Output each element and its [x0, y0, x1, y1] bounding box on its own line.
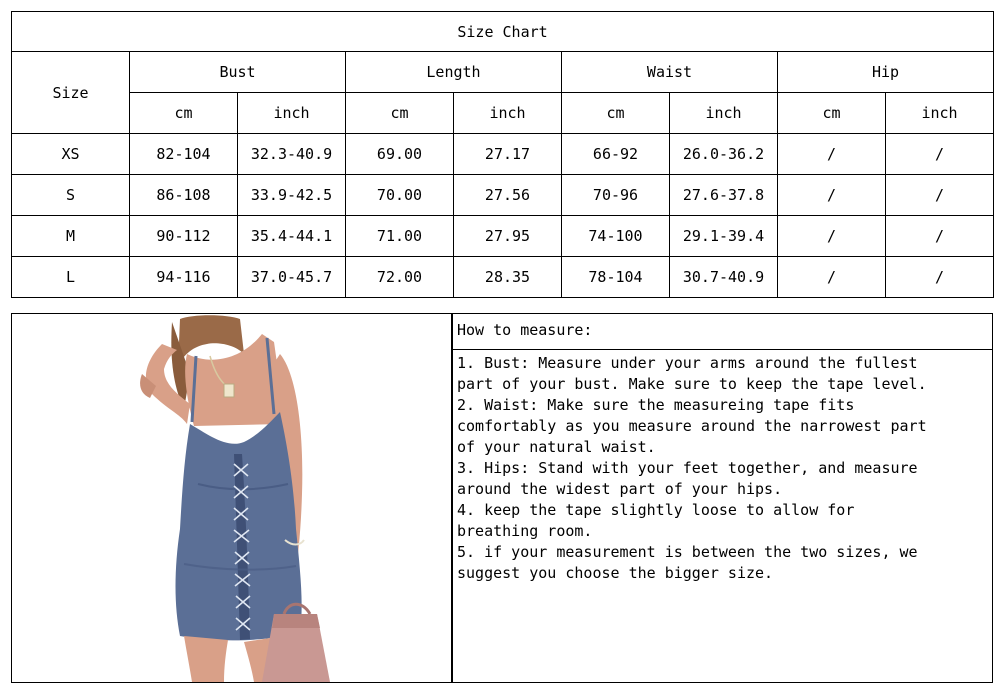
table-cell: 90-112: [130, 216, 238, 257]
table-cell: /: [778, 257, 886, 298]
table-cell: /: [886, 175, 994, 216]
how-to-measure-heading: How to measure:: [453, 314, 992, 350]
table-row: [12, 175, 994, 216]
table-cell: 26.0-36.2: [670, 134, 778, 175]
product-photo-panel: [11, 313, 452, 683]
unit-header: cm: [346, 93, 454, 134]
table-cell: 33.9-42.5: [238, 175, 346, 216]
table-cell: /: [886, 257, 994, 298]
instruction-line: 4. keep the tape slightly loose to allow for: [457, 501, 855, 519]
unit-header: cm: [778, 93, 886, 134]
table-row: [12, 257, 994, 298]
table-cell: 71.00: [346, 216, 454, 257]
unit-header: cm: [130, 93, 238, 134]
size-label: M: [12, 216, 130, 257]
group-header-length: Length: [346, 52, 562, 93]
table-cell: 37.0-45.7: [238, 257, 346, 298]
table-cell: 28.35: [454, 257, 562, 298]
table-cell: 35.4-44.1: [238, 216, 346, 257]
group-header-bust: Bust: [130, 52, 346, 93]
how-to-measure-panel: [452, 313, 993, 683]
instruction-line: suggest you choose the bigger size.: [457, 564, 774, 582]
table-cell: /: [778, 216, 886, 257]
instruction-line: breathing room.: [457, 522, 593, 540]
instruction-line: around the widest part of your hips.: [457, 480, 783, 498]
unit-header: cm: [562, 93, 670, 134]
how-to-measure-instructions: [453, 350, 992, 584]
group-header-waist: Waist: [562, 52, 778, 93]
table-cell: /: [886, 134, 994, 175]
table-cell: /: [778, 175, 886, 216]
table-cell: 29.1-39.4: [670, 216, 778, 257]
size-chart-title: Size Chart: [12, 12, 994, 52]
instruction-line: part of your bust. Make sure to keep the tape level.: [457, 375, 927, 393]
size-label: S: [12, 175, 130, 216]
instruction-line: 5. if your measurement is between the two sizes, we: [457, 543, 918, 561]
table-cell: /: [886, 216, 994, 257]
table-cell: 27.56: [454, 175, 562, 216]
instruction-line: 2. Waist: Make sure the measureing tape fits: [457, 396, 855, 414]
table-cell: /: [778, 134, 886, 175]
table-cell: 27.6-37.8: [670, 175, 778, 216]
table-cell: 32.3-40.9: [238, 134, 346, 175]
unit-header: inch: [238, 93, 346, 134]
unit-header: inch: [454, 93, 562, 134]
group-header-hip: Hip: [778, 52, 994, 93]
table-cell: 74-100: [562, 216, 670, 257]
table-row: [12, 134, 994, 175]
size-label: L: [12, 257, 130, 298]
table-cell: 27.17: [454, 134, 562, 175]
size-chart-table: [11, 11, 994, 298]
table-cell: 70.00: [346, 175, 454, 216]
unit-header: inch: [670, 93, 778, 134]
denim-dress-model-photo: [12, 314, 451, 682]
table-cell: 82-104: [130, 134, 238, 175]
instruction-line: 3. Hips: Stand with your feet together, and measure: [457, 459, 918, 477]
table-cell: 66-92: [562, 134, 670, 175]
table-cell: 78-104: [562, 257, 670, 298]
instruction-line: 1. Bust: Measure under your arms around the fullest: [457, 354, 918, 372]
unit-header: inch: [886, 93, 994, 134]
table-row: [12, 216, 994, 257]
table-cell: 86-108: [130, 175, 238, 216]
table-cell: 69.00: [346, 134, 454, 175]
table-cell: 27.95: [454, 216, 562, 257]
instruction-line: of your natural waist.: [457, 438, 656, 456]
table-cell: 72.00: [346, 257, 454, 298]
size-column-header: Size: [12, 52, 130, 134]
size-label: XS: [12, 134, 130, 175]
table-cell: 94-116: [130, 257, 238, 298]
table-cell: 70-96: [562, 175, 670, 216]
table-cell: 30.7-40.9: [670, 257, 778, 298]
instruction-line: comfortably as you measure around the narrowest part: [457, 417, 927, 435]
